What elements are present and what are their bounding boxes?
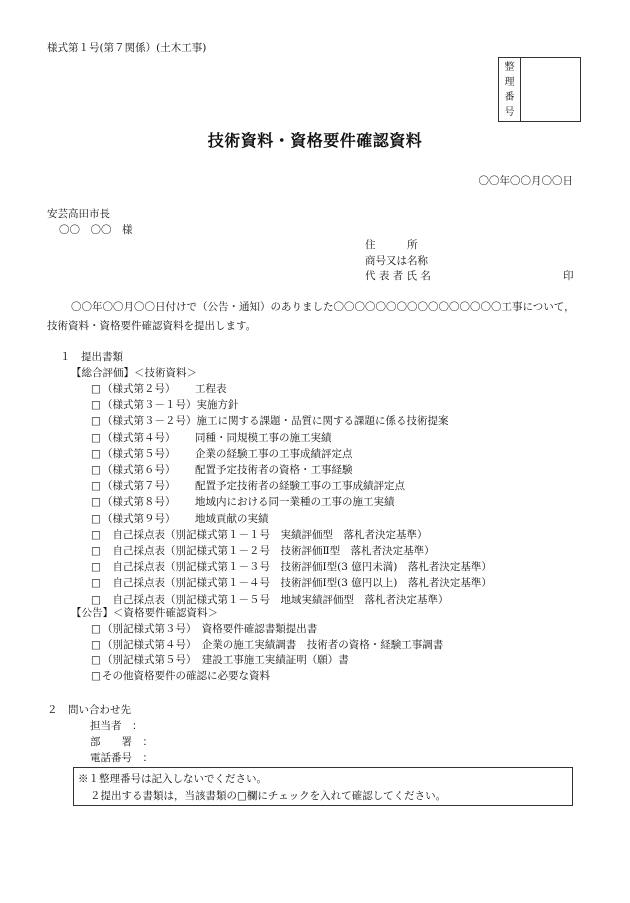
checklist-item: [91, 621, 317, 636]
applicant-trade-name-label: 商号又は名称: [365, 255, 428, 267]
checkbox-icon[interactable]: □: [91, 383, 101, 395]
checkbox-icon[interactable]: □: [91, 496, 101, 509]
checkbox-icon[interactable]: □: [91, 561, 101, 574]
form-code: （別記様式第５号） 建設工事施工実績証明（願）書: [102, 654, 349, 667]
contact-phone-label: 電話番号 ：: [90, 752, 153, 764]
form-code: （様式第５号）: [102, 447, 176, 460]
intro-line-1: 〇〇年〇〇月〇〇日付けで（公告・通知）のありました〇〇〇〇〇〇〇〇〇〇〇〇〇〇〇〇工事について，: [71, 301, 575, 313]
checklist-item: [91, 462, 353, 477]
checkbox-icon[interactable]: □: [91, 577, 101, 590]
form-name: 工程表: [195, 383, 227, 395]
checkbox-icon[interactable]: □: [91, 654, 101, 667]
form-code: 自己採点表（別記様式第１－３号 技術評価Ⅰ型(3 億円未満) 落札者決定基準）: [102, 561, 492, 574]
form-code: （様式第４号）: [102, 431, 176, 444]
checkbox-icon[interactable]: □: [91, 512, 101, 525]
management-number-box: [498, 57, 581, 122]
checkbox-icon[interactable]: □: [91, 399, 101, 412]
category-technical: 【総合評価】＜技術資料＞: [71, 367, 197, 379]
checklist-item: [91, 397, 239, 412]
form-code: （様式第７号）: [102, 480, 176, 493]
checkbox-icon[interactable]: □: [91, 464, 101, 476]
label-char: 番: [504, 91, 515, 103]
contact-department-label: 部 署 ：: [90, 736, 153, 748]
form-code: （様式第２号）: [102, 383, 176, 395]
checklist-item: [91, 637, 443, 652]
checklist-item: [91, 494, 395, 509]
checkbox-icon[interactable]: □: [91, 431, 101, 444]
seal-mark: 印: [563, 270, 574, 282]
intro-line-2: 技術資料・資格要件確認資料を提出します。: [47, 320, 257, 332]
form-code: （別記様式第４号） 企業の施工実績調書 技術者の資格・経験工事調書: [102, 638, 444, 651]
form-code: （様式第９号）: [102, 512, 176, 525]
applicant-address-label: 住 所: [365, 239, 418, 251]
section1-heading: １ 提出書類: [60, 351, 123, 363]
label-char: 整: [504, 61, 515, 73]
checkbox-icon[interactable]: □: [91, 638, 101, 651]
form-name: 企業の経験工事の工事成績評定点: [195, 447, 353, 460]
form-code: （様式第６号）: [102, 464, 176, 476]
note-line-1: ※１整理番号は記入しないでください。: [78, 773, 267, 785]
checkbox-icon[interactable]: □: [91, 623, 101, 635]
form-code: 自己採点表（別記様式第１－２号 技術評価Ⅱ型 落札者決定基準）: [102, 545, 435, 557]
form-code: （様式第８号）: [102, 496, 176, 509]
document-title: 技術資料・資格要件確認資料: [207, 131, 423, 150]
checkbox-icon[interactable]: □: [91, 670, 101, 683]
form-name: 同種・同規模工事の施工実績: [195, 431, 332, 444]
checklist-item: [91, 413, 449, 428]
checklist-item: [91, 511, 269, 526]
form-number: 様式第１号(第７関係）(土木工事): [47, 42, 207, 54]
checkbox-icon[interactable]: □: [91, 415, 101, 428]
checkbox-icon[interactable]: □: [91, 593, 101, 606]
form-code: その他資格要件の確認に必要な資料: [102, 670, 270, 683]
addressee-office: 安芸高田市長: [47, 208, 110, 220]
checklist-item: [91, 575, 492, 590]
checkbox-icon[interactable]: □: [91, 480, 101, 493]
form-code: 自己採点表（別記様式第１－４号 技術評価Ⅰ型(3 億円以上) 落札者決定基準）: [102, 577, 492, 590]
form-name: 地域貢献の実績: [195, 512, 269, 525]
notes-box: [73, 767, 573, 806]
form-name: 配置予定技術者の資格・工事経験: [195, 464, 353, 476]
form-name: 地域内における同一業種の工事の施工実績: [195, 496, 395, 509]
label-char: 理: [504, 76, 515, 88]
form-code: 自己採点表（別記様式第１－１号 実績評価型 落札者決定基準）: [102, 528, 428, 541]
checkbox-icon[interactable]: □: [91, 528, 101, 541]
addressee-name: 〇〇 〇〇 様: [59, 224, 133, 236]
checklist-item: [91, 381, 227, 396]
submission-date: 〇〇年〇〇月〇〇日: [478, 175, 573, 187]
checklist-item: [91, 652, 349, 667]
applicant-representative-label: 代 表 者 氏 名: [365, 270, 431, 282]
checklist-item: [91, 430, 332, 445]
form-code: （様式第３－１号）実施方針: [102, 399, 239, 412]
checkbox-icon[interactable]: □: [91, 545, 101, 557]
section2-heading: ２ 問い合わせ先: [47, 704, 131, 716]
contact-person-label: 担当者 ：: [90, 720, 143, 732]
management-number-label: [499, 58, 521, 121]
form-code: 自己採点表（別記様式第１－５号 地域実績評価型 落札者決定基準）: [102, 593, 449, 606]
checklist-item: [91, 668, 270, 683]
checklist-item: [91, 527, 428, 542]
form-code: （様式第３－２号）施工に関する課題・品質に関する課題に係る技術提案: [102, 415, 449, 428]
checklist-item: [91, 446, 353, 461]
checkbox-icon[interactable]: □: [91, 447, 101, 460]
note-line-2: ２提出する書類は，当該書類の□欄にチェックを入れて確認してください。: [90, 790, 447, 802]
label-char: 号: [504, 106, 515, 118]
checklist-item: [91, 559, 492, 574]
checklist-item: [91, 543, 435, 558]
checklist-item: [91, 478, 405, 493]
category-qualification: 【公告】＜資格要件確認資料＞: [71, 607, 218, 619]
form-name: 配置予定技術者の経験工事の工事成績評定点: [195, 480, 405, 493]
form-code: （別記様式第３号） 資格要件確認書類提出書: [102, 623, 318, 635]
